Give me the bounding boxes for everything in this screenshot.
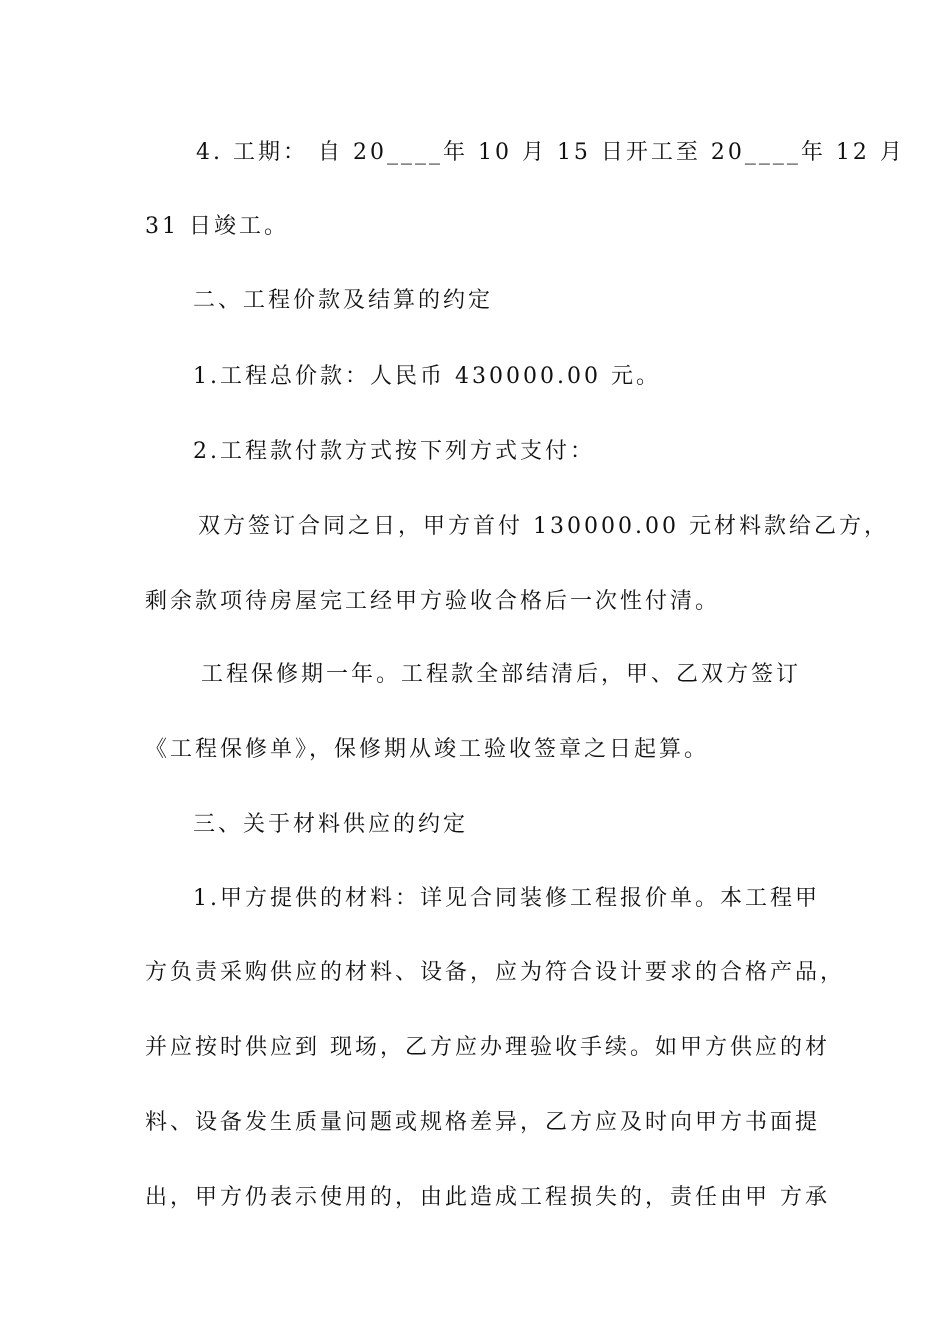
line-text: 三、关于材料供应的约定 [193,812,469,837]
line-text: 2.工程款付款方式按下列方式支付： [193,439,595,464]
line-text: 1.甲方提供的材料：详见合同装修工程报价单。本工程甲 [193,886,820,911]
line-text: 并应按时供应到 现场，乙方应办理验收手续。如甲方供应的材 [145,1035,830,1060]
line-text: 剩余款项待房屋完工经甲方验收合格后一次性付清。 [145,589,721,614]
line-text: 料、设备发生质量问题或规格差异，乙方应及时向甲方书面提 [145,1110,821,1135]
line-text: 方负责采购供应的材料、设备，应为符合设计要求的合格产品， [145,960,846,985]
line-text: 4. 工期： 自 20____年 10 月 15 日开工至 20____年 12 月 [196,140,905,165]
line-text: 出，甲方仍表示使用的，由此造成工程损失的，责任由甲 方承 [145,1185,830,1210]
line-text: 31 日竣工。 [145,214,289,239]
line-text: 工程保修期一年。工程款全部结清后，甲、乙双方签订 [201,662,802,687]
line-text: 二、工程价款及结算的约定 [193,288,494,313]
line-text: 《工程保修单》，保修期从竣工验收签章之日起算。 [145,737,710,762]
line-text: 双方签订合同之日，甲方首付 130000.00 元材料款给乙方， [198,514,889,539]
line-text: 1.工程总价款：人民币 430000.00 元。 [193,364,661,389]
